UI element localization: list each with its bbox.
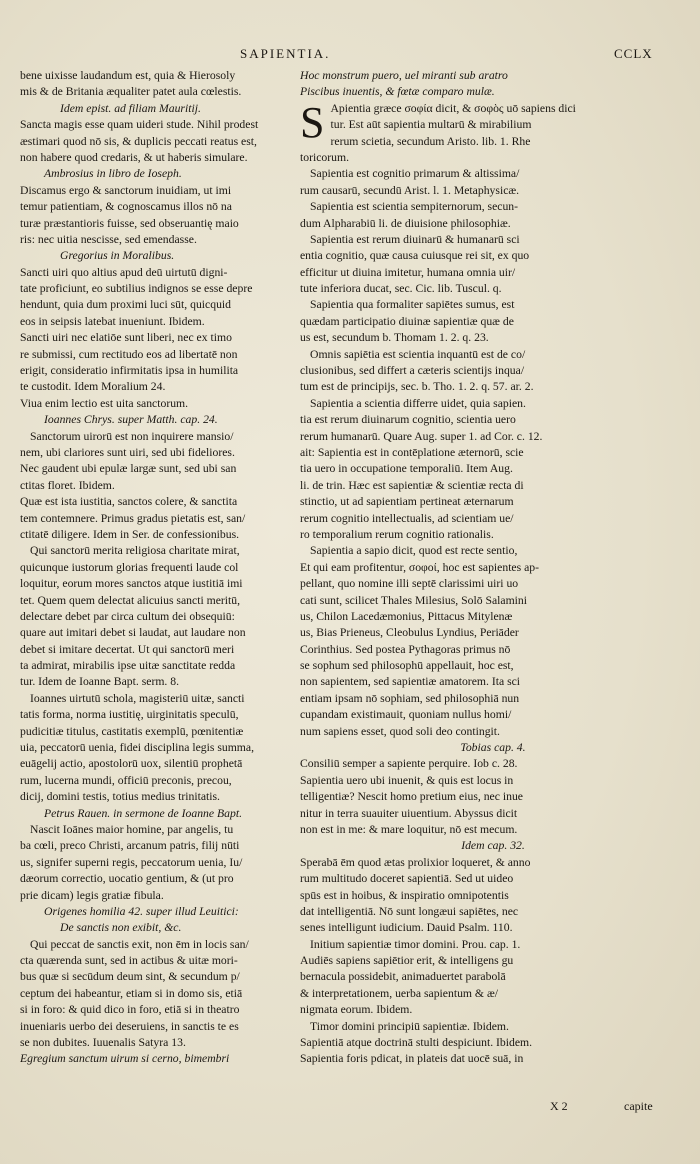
text-line: stinctio, ut ad sapientiam pertineat æternarum [300, 495, 514, 509]
text-line: se sophum sed philosophū appellauit, hoc est, [300, 659, 514, 673]
text-line: temur patientiam, & cognoscamus illos nō na [20, 200, 232, 214]
text-line: Ambrosius in libro de Ioseph. [44, 167, 182, 181]
running-head [0, 46, 700, 66]
text-line: ctitatē diligere. Idem in Ser. de confessionibus. [20, 527, 240, 541]
text-line: Idem cap. 32. [461, 839, 525, 853]
left-column [20, 68, 316, 1068]
text-line: Sapientia est cognitio primarum & altissima/ [310, 167, 520, 181]
text-line: us, Bias Prieneus, Cleobulus Lyndius, Periāder [300, 626, 519, 640]
text-line: quare aut imitari debet si laudat, aut laudare non [20, 626, 246, 640]
dropcap-text-line: rerum scietia, secundum Aristo. lib. 1. Rhe [330, 134, 531, 148]
text-line: clusionibus, sed differt a cæteris scientijs inqua/ [300, 364, 525, 378]
text-line: ba cœli, preco Christi, arcanum patris, filij nūti [20, 839, 240, 853]
text-line: non habere quod credaris, & ut haberis simulare. [20, 150, 248, 164]
text-line: nitur in terra suauiter uiuentium. Abyssus dicit [300, 806, 518, 820]
text-line: non est in me: & mare loquitur, nō est mecum. [300, 822, 518, 836]
text-line: dat intelligentiā. Nō sunt longæui sapiētes, nec [300, 904, 519, 918]
text-line: ctitas floret. Ibidem. [20, 478, 115, 492]
text-line: euāgelij actio, apostolorū uox, silentiū prophetā [20, 757, 243, 771]
text-line: rum, lucerna mundi, officiū preconis, precou, [20, 773, 232, 787]
text-line: De sanctis non exibit, &c. [60, 921, 182, 935]
text-line: tet. Quem quem delectat alicuius sancti meritū, [20, 593, 241, 607]
text-line: ait: Sapientia est in contēplatione æternorū, scie [300, 445, 524, 459]
text-line: entia cognitio, quæ causa cuiusque rei sit, ex quo [300, 249, 530, 263]
text-line: æstimari quod nō sis, & duplicis peccati reatus est, [20, 134, 257, 148]
text-line: rum causarū, secundū Arist. l. 1. Metaphysicæ. [300, 183, 520, 197]
text-line: pudicitiæ titulus, castitatis exemplū, pœnitentiæ [20, 724, 244, 738]
text-line: eos in seipsis latebat inueniunt. Ibidem. [20, 314, 205, 328]
text-line: Sapientia est scientia sempiternorum, secun- [310, 200, 519, 214]
text-line: toricorum. [300, 150, 350, 164]
text-line: ta admirat, mirabilis ipse uitæ sanctitate redda [20, 659, 236, 673]
text-line: rum multitudo doceret sapientiā. Sed ut uideo [300, 872, 514, 886]
text-line: Corinthius. Sed postea Pythagoras primus nō [300, 642, 511, 656]
text-line: prie dicam) legis gratiæ fibula. [20, 888, 164, 902]
text-line: pellant, quo nomine illi septē clarissimi uiri uo [300, 577, 519, 591]
text-line: tum est de principijs, sec. b. Tho. 1. 2. q. 57. ar. 2. [300, 380, 534, 394]
text-line: uia, peccatorū uenia, fidei disciplina legis summa, [20, 741, 255, 755]
text-line: Discamus ergo & sanctorum inuidiam, ut imi [20, 183, 232, 197]
text-line: tia est rerum diuinarum cognitio, scientia uero [300, 413, 516, 427]
text-line: ro temporalium rerum cognitio rationalis. [300, 527, 494, 541]
dropcap-text-line: tur. Est aūt sapientia multarū & mirabilium [330, 118, 532, 132]
right-column [300, 68, 686, 1068]
text-line: tur. Idem de Ioanne Bapt. serm. 8. [20, 675, 180, 689]
text-line: debet si imitare decertat. Ut qui sanctorū meri [20, 642, 235, 656]
text-line: cta quærenda sunt, sed in actibus & uitæ mori- [20, 954, 238, 968]
text-line: li. de trin. Hæc est sapientiæ & scientiæ recta di [300, 478, 524, 492]
right-intro-verse [300, 68, 686, 101]
text-line: Sapientiā atque doctrinā stulti despiciunt. Ibidem. [300, 1036, 533, 1050]
text-line: Sapientia est rerum diuinarū & humanarū sci [310, 232, 520, 246]
text-line: efficitur ut diuina imitetur, humana omnia uir/ [300, 265, 516, 279]
text-line: us, signifer superni regis, peccatorum uenia, Iu/ [20, 855, 243, 869]
verse-line: Piscibus inuentis, & fœtæ comparo mulæ. [300, 85, 495, 99]
text-line: Nec gaudent ubi epulæ largæ sunt, sed ubi san [20, 462, 237, 476]
text-line: Ioannes uirtutū schola, magisteriū uitæ, sancti [30, 691, 245, 705]
text-line: cati sunt, scilicet Thales Milesius, Solō Salamini [300, 593, 528, 607]
text-line: Et qui eam profitentur, σοφοί, hoc est sapientes ap- [300, 560, 540, 574]
text-line: Sanctorum uirorū est non inquirere mansio/ [30, 429, 234, 443]
text-line: Sancta magis esse quam uideri stude. Nihil prodest [20, 118, 259, 132]
text-line: turæ præstantioris fuisse, sed obseruantię maio [20, 216, 239, 230]
text-line: Petrus Rauen. in sermone de Ioanne Bapt. [44, 806, 242, 820]
text-line: entiam ipsam nō sophiam, sed philosophiā nun [300, 691, 520, 705]
text-line: erigit, consideratio infirmitatis ipsa in humilita [20, 364, 239, 378]
text-line: non sapientem, sed sapientiæ amatorem. Ita sci [300, 675, 521, 689]
text-line: Origenes homilia 42. super illud Leuitici: [44, 904, 239, 918]
text-line: Sapientia a sapio dicit, quod est recte sentio, [310, 544, 518, 558]
text-line: senes intelligunt iudicium. Dauid Psalm. 110. [300, 921, 513, 935]
right-body [300, 150, 686, 1068]
text-line: loquitur, eorum mores sanctos atque iustitiā imi [20, 577, 243, 591]
page-footer [0, 1099, 700, 1117]
text-line: us est, secundum b. Thomam 1. 2. q. 23. [300, 331, 489, 345]
text-line: Initium sapientiæ timor domini. Prou. cap. 1. [310, 937, 521, 951]
text-line: Timor domini principiū sapientiæ. Ibidem. [310, 1019, 509, 1033]
text-line: Omnis sapiētia est scientia inquantū est de co/ [310, 347, 526, 361]
text-line: Qui sanctorū merita religiosa charitate mirat, [30, 544, 240, 558]
text-line: dicij, domini testis, totius medius trinitatis. [20, 790, 220, 804]
text-line: Quæ est ista iustitia, sanctos colere, & sanctita [20, 495, 238, 509]
text-line: tia uero in occupatione temporaliū. Item Aug. [300, 462, 513, 476]
text-line: dæorum correctio, uocatio gentium, & (ut pro [20, 872, 234, 886]
text-line: Sancti uiri quo altius apud deū uirtutū digni- [20, 265, 228, 279]
signature-mark: X 2 [550, 1099, 568, 1113]
text-line: Nascit Ioānes maior homine, par angelis, tu [30, 822, 234, 836]
verse-line: Hoc monstrum puero, uel miranti sub aratro [300, 69, 508, 82]
text-line: spūs est in hoibus, & inspiratio omnipotentis [300, 888, 509, 902]
text-line: nigmata eorum. Ibidem. [300, 1003, 413, 1017]
dropcap-paragraph [300, 97, 686, 150]
text-line: Sapientia uero ubi inuenit, & quis est locus in [300, 773, 514, 787]
text-line: Viua enim lectio est uita sanctorum. [20, 396, 189, 410]
text-line: telligentiæ? Nescit homo pretium eius, nec inue [300, 790, 523, 804]
text-line: hendunt, quia dum proximi luci sūt, quicquid [20, 298, 232, 312]
text-line: Sapientia qua formaliter sapiētes sumus, est [310, 298, 515, 312]
text-line: se non dubites. Iuuenalis Satyra 13. [20, 1036, 186, 1050]
text-line: bus quæ si secūdum deum sint, & secundum p/ [20, 970, 240, 984]
text-line: mis & de Britania æqualiter patet aula cœlestis. [20, 85, 242, 99]
running-title: SAPIENTIA. [240, 46, 331, 61]
dropcap-text-line: Apientia græce σοφία dicit, & σοφὸς uō sapiens dici [330, 101, 576, 115]
text-line: cupandam existimauit, quoniam nullus homi/ [300, 708, 512, 722]
text-line: tute inferiora ducat, sec. Cic. lib. Tuscul. q. [300, 282, 502, 296]
text-line: Sancti uiri nec elatiōe sunt liberi, nec ex timo [20, 331, 232, 345]
text-line: tate proficiunt, eo subtilius indignos se esse depre [20, 282, 253, 296]
text-line: Gregorius in Moralibus. [60, 249, 175, 263]
text-line: Sperabā ēm quod ætas prolixior loqueret, & anno [300, 855, 531, 869]
text-line: Sapientia a scientia differre uidet, quia sapien. [310, 396, 526, 410]
text-line: Egregium sanctum uirum si cerno, bimembri [20, 1052, 230, 1066]
text-line: dum Alpharabiū li. de diuisione philosophiæ. [300, 216, 511, 230]
text-line: si in foro: & quid dico in foro, etiā si in theatro [20, 1003, 240, 1017]
text-line: tatis forma, norma iustitię, uirginitatis speculū, [20, 708, 239, 722]
text-line: ris: nec uitia nescisse, sed emendasse. [20, 232, 197, 246]
text-line: re submissi, cum rectitudo eos ad libertatē non [20, 347, 238, 361]
catchword: capite [624, 1099, 653, 1113]
folio-number: CCLX [614, 46, 653, 61]
text-line: nem, ubi clariores sunt uiri, sed ubi fideliores. [20, 445, 235, 459]
text-line: tem contemnere. Primus gradus pietatis est, san/ [20, 511, 246, 525]
text-line: Tobias cap. 4. [460, 741, 526, 755]
dropcap-letter: S [300, 97, 325, 147]
text-line: quædam participatio diuinæ sapientiæ quæ de [300, 314, 514, 328]
text-line: Sapientia foris pdicat, in plateis dat uocē suā, in [300, 1052, 524, 1066]
text-line: us, Chilon Lacedæmonius, Pittacus Mitylenæ [300, 609, 513, 623]
text-line: num sapiens esset, quod soli deo contingit. [300, 724, 500, 738]
text-line: Audiēs sapiens sapiētior erit, & intelligens gu [300, 954, 514, 968]
text-line: bene uixisse laudandum est, quia & Hierosoly [20, 69, 236, 82]
text-line: Idem epist. ad filiam Mauritij. [60, 101, 201, 115]
text-line: te custodit. Idem Moralium 24. [20, 380, 166, 394]
text-line: rerum humanarū. Quare Aug. super 1. ad Cor. c. 12. [300, 429, 543, 443]
text-line: quicunque iustorum glorias frequenti laude col [20, 560, 239, 574]
text-line: Ioannes Chrys. super Matth. cap. 24. [44, 413, 218, 427]
text-line: ceptum dei habeantur, etiam si in domo sis, etiā [20, 986, 243, 1000]
text-line: bernacula possidebit, animaduertet parabolā [300, 970, 506, 984]
text-line: inueniaris uerbo dei deseruiens, in sanctis te es [20, 1019, 239, 1033]
text-line: delectare debet par circa cultum dei obsequiū: [20, 609, 235, 623]
text-line: rerum cognitio intellectualis, ad scientiam ue/ [300, 511, 514, 525]
text-line: & interpretationem, uerba sapientum & æ/ [300, 986, 498, 1000]
text-line: Consiliū semper a sapiente perquire. Iob c. 28. [300, 757, 518, 771]
text-line: Qui peccat de sanctis exit, non ēm in locis san/ [30, 937, 249, 951]
